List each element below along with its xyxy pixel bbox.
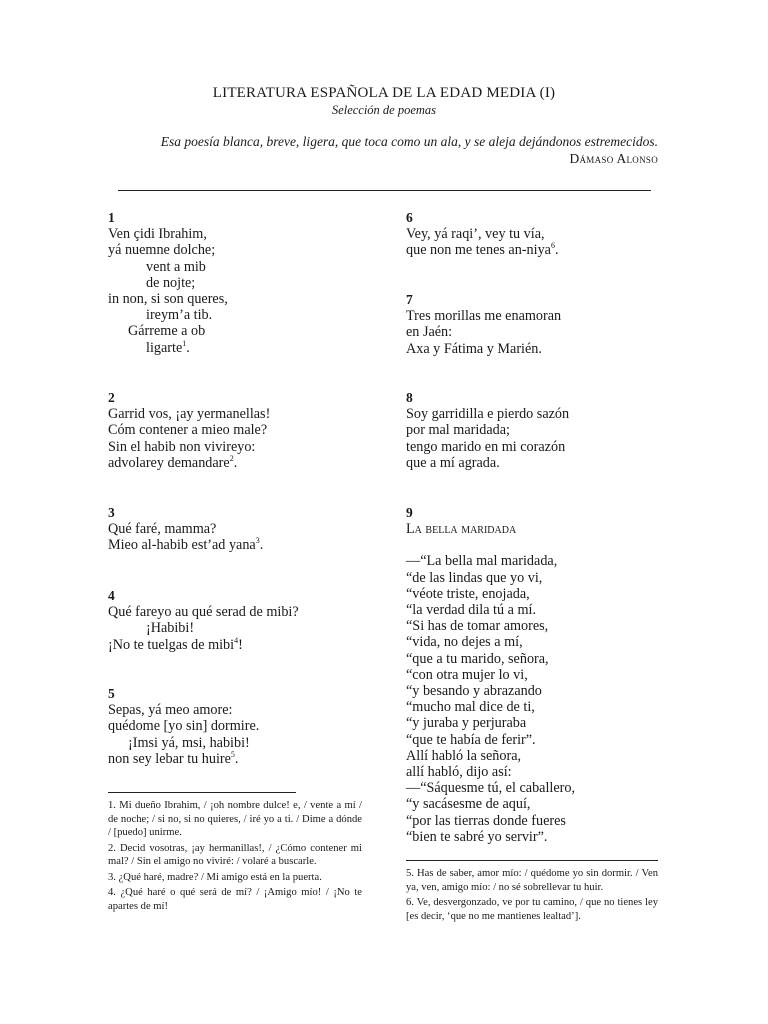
footnote-ref: 4 — [234, 635, 239, 645]
poem-1: 1 Ven çidi Ibrahim, yá nuemne dolche; vent a mib de nojte; in non, si son queres, ireym’a tib. Gárreme a ob ligarte$^1$. — [108, 210, 398, 356]
page-title: LITERATURA ESPAÑOLA DE LA EDAD MEDIA (I) — [212, 85, 556, 101]
poem-line: Gárreme a ob — [128, 323, 206, 340]
poem-line: non sey lebar tu huire — [108, 750, 231, 767]
poem-line: ¡Imsi yá, msi, habibi! — [128, 734, 250, 751]
footnote-divider-right — [406, 860, 658, 861]
poem-line: Cóm contener a mieo male? — [108, 422, 268, 439]
poem-line: en Jaén: — [406, 324, 453, 341]
footnote-ref: 2 — [229, 453, 234, 463]
poem-line: Qué faré, mamma? — [108, 521, 217, 538]
poem-line-end: ! — [238, 636, 243, 653]
footnote-ref: 1 — [182, 338, 187, 348]
poem-line: advolarey demandare — [108, 454, 230, 471]
poem-line: que a mí agrada. — [406, 454, 500, 471]
poem-title: La bella maridada — [406, 521, 517, 538]
poem-line: ireym’a tib. — [146, 307, 213, 324]
poem-line: “véote triste, enojada, — [406, 585, 530, 602]
poem-line: Garrid vos, ¡ay yermanellas! — [108, 406, 271, 423]
footnotes-left — [108, 799, 362, 915]
poem-3: 3 Qué faré, mamma? Mieo al-habib est’ad yana$^3$. — [108, 505, 398, 554]
poem-number: 7 — [406, 292, 413, 307]
poem-line: “Si has de tomar amores, — [406, 618, 549, 635]
poem-8 — [406, 390, 668, 471]
poem-line: “bien te sabré yo servir”. — [406, 828, 548, 845]
epigraph: Esa poesía blanca, breve, ligera, que toca como un ala, y se aleja dejándonos estremecidos. — [160, 134, 658, 149]
poem-line: “que te había de ferir”. — [406, 731, 536, 748]
footnote: 1. Mi dueño Ibrahim, / ¡oh nombre dulce! e, / vente a mí / de noche; / si no, si no quieres, / iré yo a ti. / Dime a dónde / [puedo] unirme. — [108, 800, 362, 838]
poem-6: 6 Vey, yá raqi’, vey tu vía, que non me tenes an-niya$^6$. — [406, 210, 668, 259]
poem-line: —“Sáquesme tú, el caballero, — [406, 780, 576, 797]
poem-number: 3 — [108, 505, 115, 520]
poem-9 — [406, 505, 668, 845]
poem-line: allí habló, dijo así: — [406, 764, 512, 781]
poem-line: Qué fareyo au qué serad de mibi? — [108, 604, 299, 621]
poem-line: ligarte — [146, 339, 183, 356]
footnote: 3. ¿Qué haré, madre? / Mi amigo está en la puerta. — [108, 871, 322, 883]
poem-number: 4 — [108, 588, 115, 603]
footnote-ref: 5 — [230, 749, 235, 759]
poem-line: “y besando y abrazando — [406, 683, 542, 700]
poem-line: “con otra mujer lo vi, — [406, 666, 528, 683]
poem-line: “la verdad dila tú a mí. — [406, 602, 537, 619]
footnote-ref: 3 — [255, 536, 260, 546]
poem-line: ¡Habibi! — [146, 620, 195, 637]
poem-line: quédome [yo sin] dormire. — [108, 718, 260, 735]
poem-line: yá nuemne dolche; — [108, 242, 216, 259]
poem-line: Sin el habib non vivireyo: — [108, 438, 256, 455]
poem-line: “por las tierras donde fueres — [406, 812, 566, 829]
poem-line: Tres morillas me enamoran — [406, 308, 562, 325]
poem-line: Sepas, yá meo amore: — [108, 702, 233, 719]
poem-line: vent a mib — [146, 258, 206, 275]
poem-number: 9 — [406, 505, 413, 520]
poem-number: 6 — [406, 210, 413, 225]
poem-line: ¡No te tuelgas de mibi — [108, 636, 235, 653]
poem-line: “mucho mal dice de ti, — [406, 699, 535, 716]
footnote: 2. Decid vosotras, ¡ay hermanillas!, / ¿Cómo contener mi mal? / Sin el amigo no viviré: / volaré a buscarle. — [108, 842, 362, 867]
poem-line: Soy garridilla e pierdo sazón — [406, 406, 570, 423]
poem-number: 1 — [108, 210, 115, 225]
poem-line: tengo marido en mi corazón — [406, 438, 566, 455]
poem-7 — [406, 292, 668, 357]
poem-line: “que a tu marido, señora, — [406, 650, 549, 667]
poem-line: “y sacásesme de aquí, — [406, 796, 531, 813]
footnotes-right — [406, 867, 658, 925]
poem-line: por mal maridada; — [406, 422, 511, 439]
poem-line: “vida, no dejes a mí, — [406, 634, 523, 651]
poem-number: 5 — [108, 686, 115, 701]
poem-line: Allí habló la señora, — [406, 747, 522, 764]
poem-line: que non me tenes an-niya — [406, 242, 551, 259]
header-divider — [118, 190, 651, 191]
poem-line: —“La bella mal maridada, — [406, 553, 558, 570]
poem-2: 2 Garrid vos, ¡ay yermanellas! Cóm contener a mieo male? Sin el habib non vivireyo: advolarey demandare$^2$. — [108, 390, 398, 471]
poem-line: “y juraba y perjuraba — [406, 715, 527, 732]
poem-4 — [108, 588, 398, 653]
page-subtitle: Selección de poemas — [331, 103, 437, 117]
poem-line: Vey, yá raqi’, vey tu vía, — [406, 226, 545, 243]
poem-line: “de las lindas que yo vi, — [406, 569, 543, 586]
footnote: 6. Ve, desvergonzado, ve por tu camino, / que no tienes ley [es decir, ‘que no me mantienes lealtad’]. — [406, 897, 658, 922]
footnote-divider-left — [108, 792, 296, 793]
epigraph-author: Dámaso Alonso — [569, 151, 658, 166]
poem-line: in non, si son queres, — [108, 291, 228, 308]
poem-number: 2 — [108, 390, 115, 405]
footnote: 5. Has de saber, amor mío: / quédome yo sin dormir. / Ven ya, ven, amigo mío: / no sé sobrellevar tu huir. — [406, 868, 658, 893]
poem-line: Mieo al-habib est’ad yana — [108, 537, 256, 554]
poem-number: 8 — [406, 390, 413, 405]
poem-line: de nojte; — [146, 274, 196, 291]
poem-line: Axa y Fátima y Marién. — [406, 340, 542, 357]
footnote-ref: 6 — [550, 241, 555, 251]
poem-5: 5 Sepas, yá meo amore: quédome [yo sin] dormire. ¡Imsi yá, msi, habibi! non sey lebar tu huire$^5$. — [108, 686, 398, 767]
poem-line: Ven çidi Ibrahim, — [108, 226, 207, 243]
footnote: 4. ¿Qué haré o qué será de mí? / ¡Amigo mío! / ¡No te apartes de mí! — [108, 887, 362, 912]
